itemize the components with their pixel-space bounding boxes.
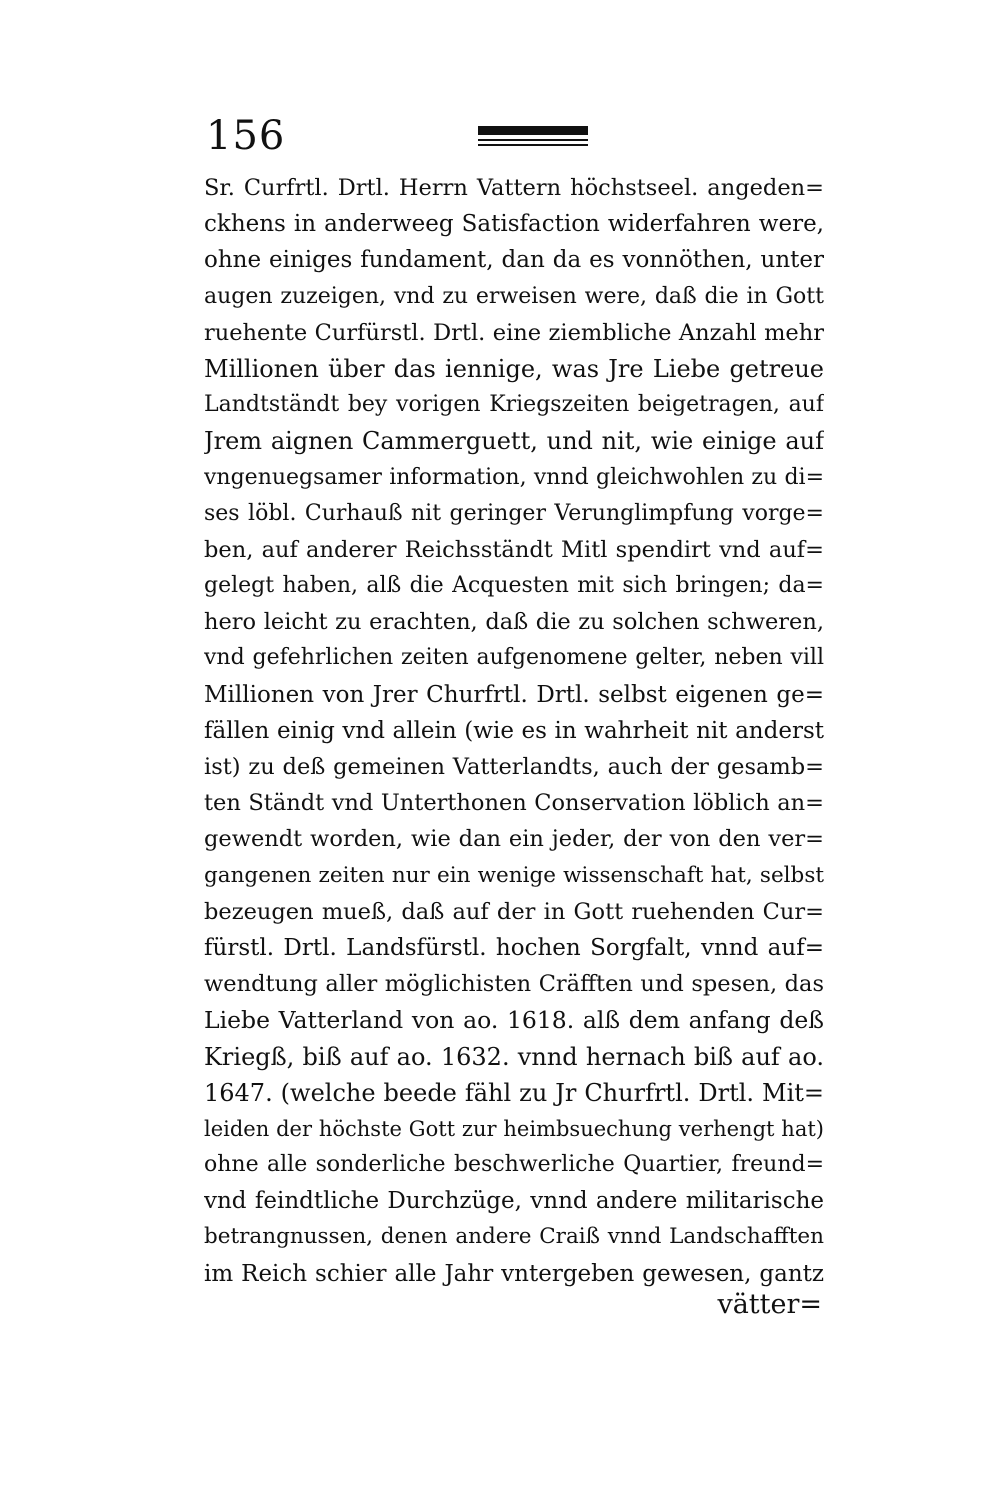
text-line: Landtständt bey vorigen Kriegszeiten beigetragen, auf — [204, 392, 824, 418]
text-line: Jrem aignen Cammerguett, und nit, wie einige auf — [204, 427, 824, 456]
text-line: vngenuegsamer information, vnnd gleichwohlen zu di= — [204, 464, 824, 490]
text-line: gangenen zeiten nur ein wenige wissenschaft hat, selbst — [204, 862, 824, 888]
text-line: gelegt haben, alß die Acquesten mit sich bringen; da= — [204, 573, 824, 599]
text-line: augen zuzeigen, vnd zu erweisen were, daß die in Gott — [204, 283, 824, 309]
header-rule-thick — [478, 126, 588, 135]
text-line: Liebe Vatterland von ao. 1618. alß dem anfang deß — [204, 1006, 824, 1035]
text-line: hero leicht zu erachten, daß die zu solchen schweren, — [204, 609, 824, 636]
text-line: fürstl. Drtl. Landsfürstl. hochen Sorgfalt, vnnd auf= — [204, 934, 824, 961]
text-line: Sr. Curfrtl. Drtl. Herrn Vattern höchstseel. angeden= — [204, 175, 824, 201]
text-line: ten Ständt vnd Unterthonen Conservation löblich an= — [204, 790, 824, 817]
catchword: vätter= — [717, 1289, 822, 1320]
text-line: betrangnussen, denen andere Craiß vnnd Landschafften — [204, 1224, 824, 1250]
text-line: Millionen von Jrer Churfrtl. Drtl. selbst eigenen ge= — [204, 681, 824, 708]
text-line: ses löbl. Curhauß nit geringer Verunglimpfung vorge= — [204, 500, 824, 526]
header-ornament-rule — [478, 126, 588, 150]
text-line: wendtung aller möglichisten Cräfften und spesen, das — [204, 971, 824, 998]
text-line: gewendt worden, wie dan ein jeder, der von den ver= — [204, 826, 824, 853]
text-line: fällen einig vnd allein (wie es in wahrheit nit anderst — [204, 717, 824, 744]
text-line: leiden der höchste Gott zur heimbsuechung verhengt hat) — [204, 1116, 824, 1141]
text-line: ist) zu deß gemeinen Vatterlandts, auch der gesamb= — [204, 754, 824, 780]
text-line: vnd gefehrlichen zeiten aufgenomene gelter, neben vill — [204, 645, 824, 671]
header-rule-thin — [478, 139, 588, 141]
text-line: ruehente Curfürstl. Drtl. eine ziembliche Anzahl mehr — [204, 319, 824, 346]
text-line: vnd feindtliche Durchzüge, vnnd andere militarische — [204, 1188, 824, 1215]
text-line: ohne einiges fundament, dan da es vonnöthen, unter — [204, 247, 824, 274]
text-line: Millionen über das iennige, was Jre Liebe getreue — [204, 354, 824, 383]
text-line: 1647. (welche beede fähl zu Jr Churfrtl. Drtl. Mit= — [204, 1078, 824, 1107]
header-rule-thin — [478, 144, 588, 146]
text-line: ohne alle sonderliche beschwerliche Quartier, freund= — [204, 1152, 824, 1178]
text-line: ckhens in anderweeg Satisfaction widerfahren were, — [204, 211, 824, 238]
body-text — [204, 170, 824, 1292]
text-line: im Reich schier alle Jahr vntergeben gewesen, gantz — [204, 1260, 824, 1287]
text-line: ben, auf anderer Reichsständt Mitl spendirt vnd auf= — [204, 536, 824, 563]
page-number: 156 — [206, 113, 286, 159]
text-line: Kriegß, biß auf ao. 1632. vnnd hernach biß auf ao. — [204, 1042, 824, 1071]
text-line: bezeugen mueß, daß auf der in Gott ruehenden Cur= — [204, 898, 824, 925]
